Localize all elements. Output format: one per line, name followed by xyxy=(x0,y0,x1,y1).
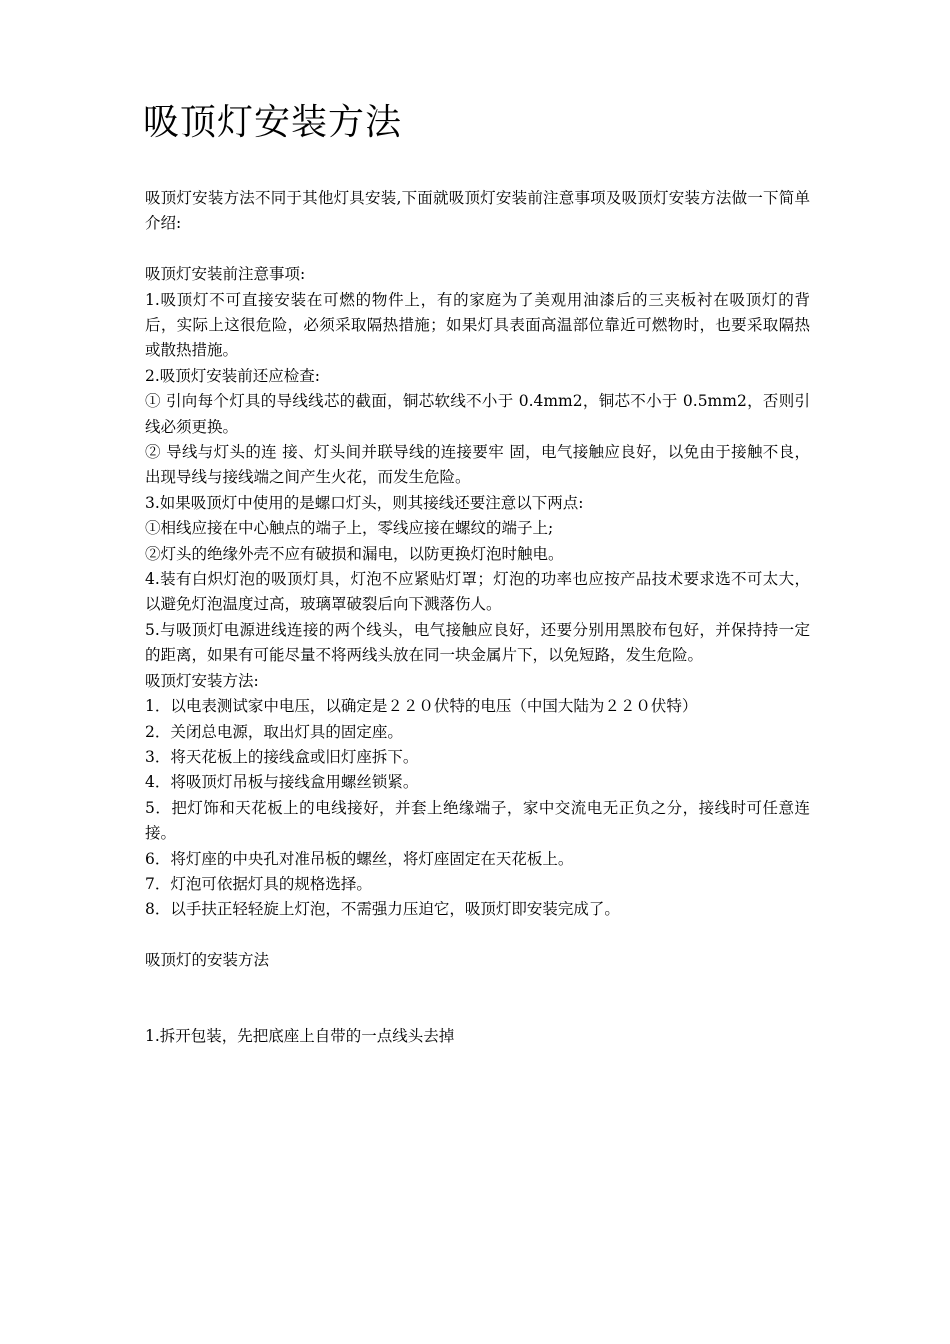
paragraph-spacer xyxy=(145,974,810,1025)
method-step-5: 5．把灯饰和天花板上的电线接好，并套上绝缘端子，家中交流电无正负之分，接线时可任意连接。 xyxy=(145,798,810,843)
method-step-1: 1．以电表测试家中电压，以确定是２２０伏特的电压（中国大陆为２２０伏特） xyxy=(145,697,698,716)
intro-paragraph: 吸顶灯安装方法不同于其他灯具安装,下面就吸顶灯安装前注意事项及吸顶灯安装方法做一下简单介绍: xyxy=(145,189,810,233)
method-step-4: 4．将吸顶灯吊板与接线盒用螺丝锁紧。 xyxy=(145,773,419,792)
note-subitem-2b: ② 导线与灯头的连 接、灯头间并联导线的连接要牢 固，电气接触应良好，以免由于接触不良，出现导线与接线端之间产生火花，而发生危险。 xyxy=(145,443,810,487)
section-step-1: 1.拆开包装，先把底座上自带的一点线头去掉 xyxy=(145,1027,455,1046)
method-step-3: 3．将天花板上的接线盒或旧灯座拆下。 xyxy=(145,747,419,766)
note-subitem-2a: ① 引向每个灯具的导线线芯的截面，铜芯软线不小于 0.4mm2，铜芯不小于 0.5mm2，否则引线必须更换。 xyxy=(145,392,810,436)
method-step-2: 2．关闭总电源，取出灯具的固定座。 xyxy=(145,722,403,741)
note-item-4: 4.装有白炽灯泡的吸顶灯具，灯泡不应紧贴灯罩；灯泡的功率也应按产品技术要求选不可太大，以避免灯泡温度过高，玻璃罩破裂后向下溅落伤人。 xyxy=(145,570,810,614)
paragraph-spacer xyxy=(145,923,810,948)
method-step-6: 6．将灯座的中央孔对准吊板的螺丝，将灯座固定在天花板上。 xyxy=(145,849,574,868)
method-step-7: 7．灯泡可依据灯具的规格选择。 xyxy=(145,874,372,893)
note-item-3: 3.如果吸顶灯中使用的是螺口灯头，则其接线还要注意以下两点: xyxy=(145,493,584,512)
paragraph-spacer xyxy=(145,237,810,262)
document-title: 吸顶灯安装方法 xyxy=(143,102,403,143)
note-item-2: 2.吸顶灯安装前还应检查: xyxy=(145,366,321,385)
method-heading: 吸顶灯安装方法: xyxy=(145,671,259,690)
method-step-8: 8．以手扶正轻轻旋上灯泡，不需强力压迫它，吸顶灯即安装完成了。 xyxy=(145,900,620,919)
section-heading: 吸顶灯的安装方法 xyxy=(145,951,270,970)
note-subitem-3b: ②灯头的绝缘外壳不应有破损和漏电，以防更换灯泡时触电。 xyxy=(145,544,564,563)
note-item-1: 1.吸顶灯不可直接安装在可燃的物件上，有的家庭为了美观用油漆后的三夹板衬在吸顶灯的背后，实际上这很危险，必须采取隔热措施；如果灯具表面高温部位靠近可燃物时，也要采取隔热或散热措施。 xyxy=(145,290,810,360)
document-body xyxy=(145,186,810,1050)
notes-heading: 吸顶灯安装前注意事项: xyxy=(145,265,306,284)
note-subitem-3a: ①相线应接在中心触点的端子上，零线应接在螺纹的端子上; xyxy=(145,519,554,538)
note-item-5: 5.与吸顶灯电源进线连接的两个线头，电气接触应良好，还要分别用黑胶布包好，并保持持一定的距离，如果有可能尽量不将两线头放在同一块金属片下，以免短路，发生危险。 xyxy=(145,620,810,665)
